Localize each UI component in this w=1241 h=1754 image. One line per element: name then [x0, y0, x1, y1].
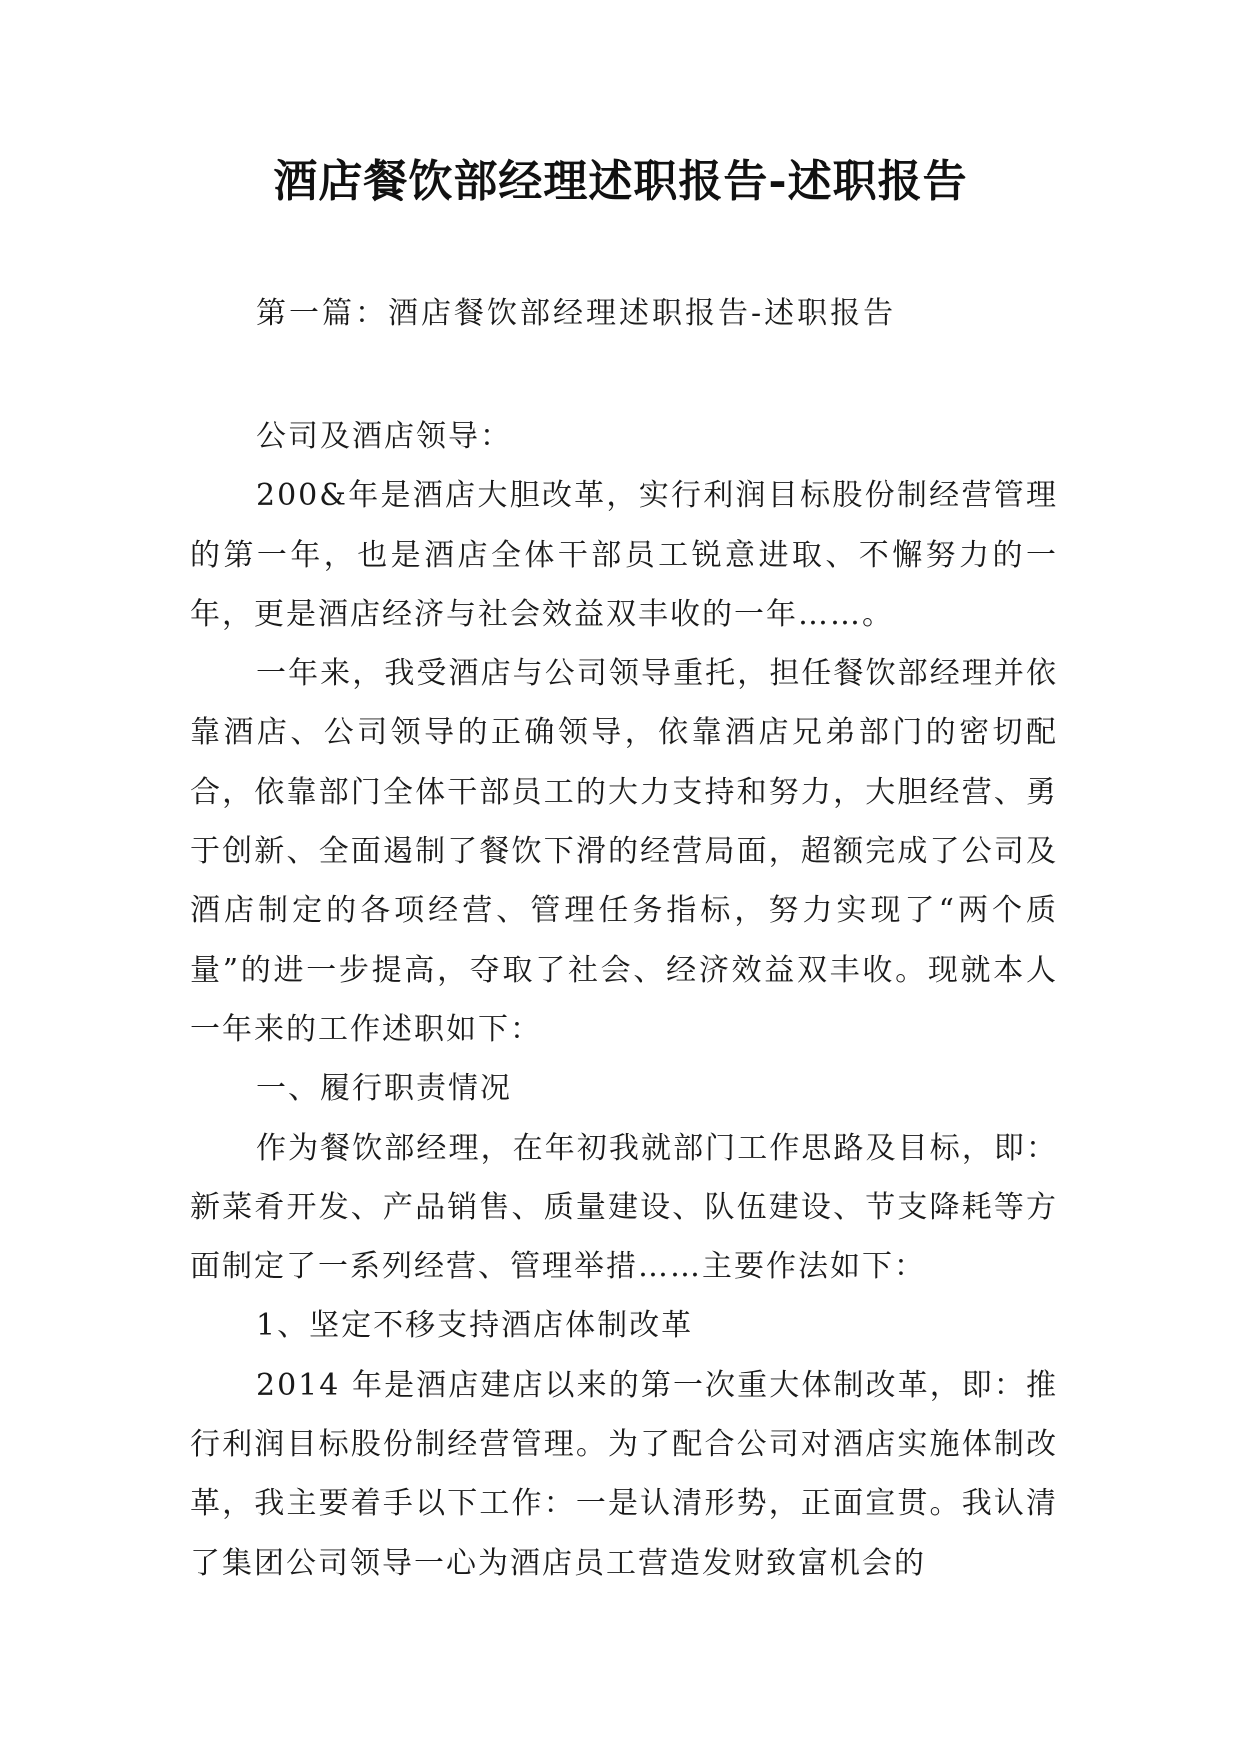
document-subtitle: 第一篇：酒店餐饮部经理述职报告-述职报告 — [256, 296, 897, 331]
subsection-heading: 1、坚定不移支持酒店体制改革 — [256, 1308, 694, 1344]
paragraph: 200&年是酒店大胆改革，实行利润目标股份制经营管理的第一年，也是酒店全体干部员工锐意进取、不懈努力的一年，更是酒店经济与社会效益双丰收的一年……。 — [190, 478, 1058, 632]
paragraph-salutation: 公司及酒店领导： — [256, 419, 512, 454]
paragraph: 一年来，我受酒店与公司领导重托，担任餐饮部经理并依靠酒店、公司领导的正确领导，依靠酒店兄弟部门的密切配合，依靠部门全体干部员工的大力支持和努力，大胆经营、勇于创新、全面遏制了餐饮下滑的经营局面，超额完成了公司及酒店制定的各项经营、管理任务指标，努力实现了“两个质量”的进一步提高，夺取了社会、经济效益双丰收。现就本人一年来的工作述职如下： — [190, 656, 1058, 1047]
paragraph: 2014 年是酒店建店以来的第一次重大体制改革，即：推行利润目标股份制经营管理。为了配合公司对酒店实施体制改革，我主要着手以下工作：一是认清形势，正面宣贯。我认清了集团公司领导一心为酒店员工营造发财致富机会的 — [190, 1367, 1058, 1581]
paragraph: 作为餐饮部经理，在年初我就部门工作思路及目标，即：新菜肴开发、产品销售、质量建设、队伍建设、节支降耗等方面制定了一系列经营、管理举措……主要作法如下： — [190, 1130, 1058, 1285]
document-body — [190, 407, 1058, 1593]
document-title: 酒店餐饮部经理述职报告-述职报告 — [273, 156, 968, 207]
section-heading: 一、履行职责情况 — [256, 1071, 512, 1107]
